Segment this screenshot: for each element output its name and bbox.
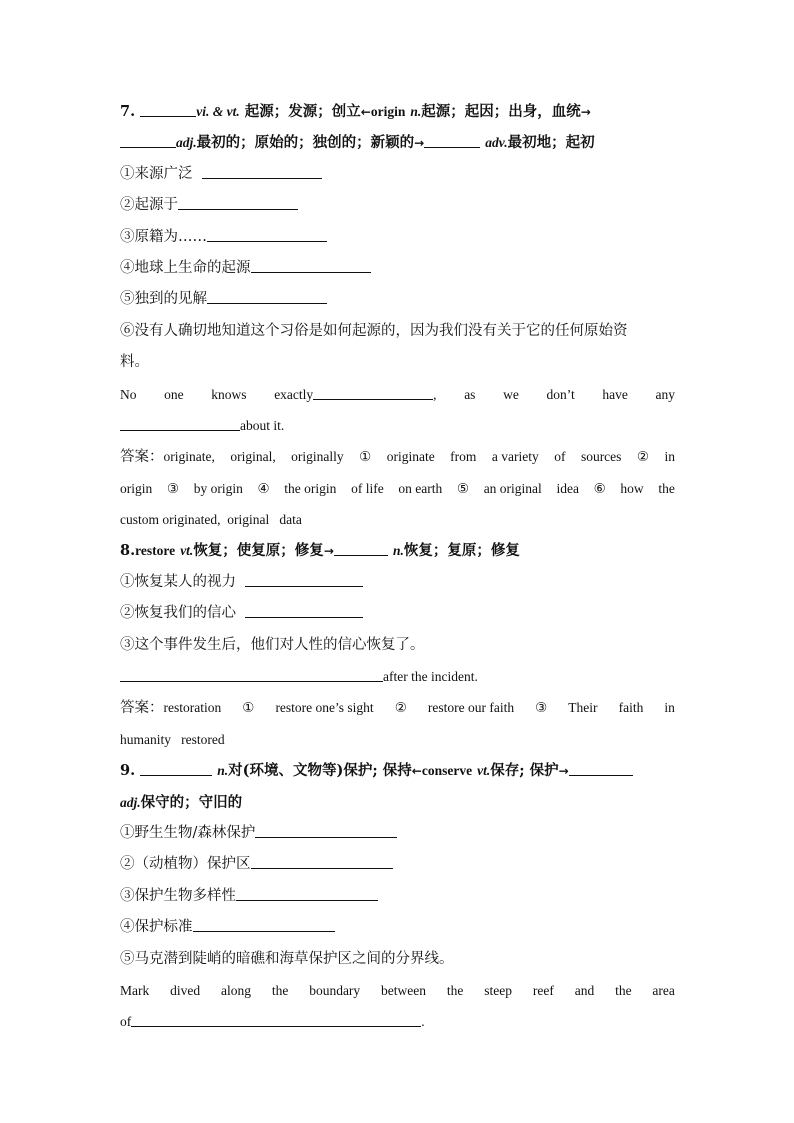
item7-pos-adj: adj. — [176, 135, 197, 151]
item9-phrase-2: ②（动植物）保护区 — [120, 849, 675, 880]
arrow-left-icon: ← — [411, 764, 422, 779]
item8-sentence-cn: ③这个事件发生后，他们对人性的信心恢复了。 — [120, 636, 425, 653]
item8-phrase-1: ①恢复某人的视力 — [120, 567, 675, 598]
answer-blank[interactable] — [236, 884, 378, 901]
answer-blank[interactable] — [131, 1010, 421, 1027]
item7-blank-adv[interactable] — [424, 131, 480, 148]
item7-blank-verb[interactable] — [140, 100, 196, 117]
item7-sentence-cn-1: ⑥没有人确切地知道这个习俗是如何起源的，因为我们没有关于它的任何原始资 — [120, 322, 628, 339]
item9-blank-noun[interactable] — [140, 759, 212, 776]
answer-blank[interactable] — [255, 821, 397, 838]
arrow-left-icon: ← — [360, 105, 371, 119]
item9-sentence-cn: ⑤马克潜到陡峭的暗礁和海草保护区之间的分界线。 — [120, 950, 454, 967]
item9-blank-adj[interactable] — [569, 759, 633, 776]
item8-answer-line1: 答案：restoration ① restore one’s sight ② restore our faith ③ Their faith in — [120, 700, 675, 717]
item7-def-adj: 最初的；原始的；独创的；新颖的 — [196, 134, 415, 152]
answer-blank[interactable] — [251, 256, 371, 273]
worksheet-page — [120, 96, 675, 1038]
answer-blank[interactable] — [207, 225, 327, 242]
item7-phrase-5: ⑤独到的见解 — [120, 284, 675, 315]
item8-header: 8.restore vt.恢复；使复原；修复→ n.恢复；复原；修复 — [120, 535, 675, 566]
arrow-right-icon: → — [323, 544, 334, 559]
item7-sentence-cn-2: 料。 — [120, 354, 149, 371]
answer-blank[interactable] — [120, 665, 383, 682]
item7-pos-noun: n. — [410, 104, 422, 119]
item7-def-adv: 最初地；起初 — [507, 134, 595, 152]
item7-phrase-1: ①来源广泛 — [120, 159, 675, 190]
item8-blank-noun[interactable] — [334, 539, 388, 556]
item7-phrase-3: ③原籍为…… — [120, 222, 675, 253]
item9-sentence-en-1: Mark dived along the boundary between the steep reef and the area — [120, 982, 675, 998]
item7-header-line2 — [120, 127, 675, 158]
answer-blank[interactable] — [207, 287, 327, 304]
item7-header-line1 — [120, 96, 675, 127]
item8-sentence-en: after the incident. — [120, 661, 675, 692]
answer-blank[interactable] — [245, 601, 363, 618]
item7-pos-adv: adv. — [485, 135, 508, 151]
item8-headword: restore — [135, 543, 176, 559]
item7-blank-adj[interactable] — [120, 131, 176, 148]
item9-header-line2: adj.保守的；守旧的 — [120, 793, 243, 811]
item7-def-noun: 起源；起因；出身，血统 — [421, 103, 581, 120]
item9-headword: conserve — [421, 763, 473, 779]
item7-headword: origin — [370, 104, 406, 119]
arrow-right-icon: → — [580, 105, 591, 119]
item8-answer-line2: humanity restored — [120, 731, 225, 747]
answer-blank[interactable] — [313, 383, 433, 400]
item7-answer-line3: custom originated, original data — [120, 512, 302, 528]
item7-answer-line2: origin ③ by origin ④ the origin of life on earth ⑤ an original idea ⑥ how the — [120, 480, 675, 496]
answer-blank[interactable] — [245, 570, 363, 587]
item7-def-verb: 起源；发源；创立 — [244, 103, 361, 120]
item9-header-line1: 9. n.对(环境、文物等)保护; 保持←conserve vt.保存; 保护→ — [120, 755, 675, 786]
item9-phrase-3: ③保护生物多样性 — [120, 881, 675, 912]
item7-phrase-2: ②起源于 — [120, 190, 675, 221]
arrow-right-icon: → — [558, 764, 569, 779]
answer-blank[interactable] — [251, 852, 393, 869]
answer-blank[interactable] — [178, 193, 298, 210]
arrow-right-icon: → — [414, 136, 425, 151]
item7-sentence-en-2: about it. — [120, 410, 675, 441]
answer-blank[interactable] — [120, 414, 240, 431]
item8-phrase-2: ②恢复我们的信心 — [120, 598, 675, 629]
item7-pos-verb: vi. & vt. — [196, 104, 240, 119]
item7-number: 7. — [120, 103, 136, 120]
item9-phrase-4: ④保护标准 — [120, 912, 675, 943]
item9-sentence-en-2: of . — [120, 1006, 675, 1037]
answer-blank[interactable] — [193, 915, 335, 932]
item7-answer-line1: 答案：originate, original, originally ① originate from a variety of sources ② in — [120, 449, 675, 466]
item7-phrase-4: ④地球上生命的起源 — [120, 253, 675, 284]
item7-sentence-en-1: No one knows exactly , as we don’t have any — [120, 379, 675, 410]
item9-phrase-1: ①野生生物/森林保护 — [120, 818, 675, 849]
answer-blank[interactable] — [202, 162, 322, 179]
